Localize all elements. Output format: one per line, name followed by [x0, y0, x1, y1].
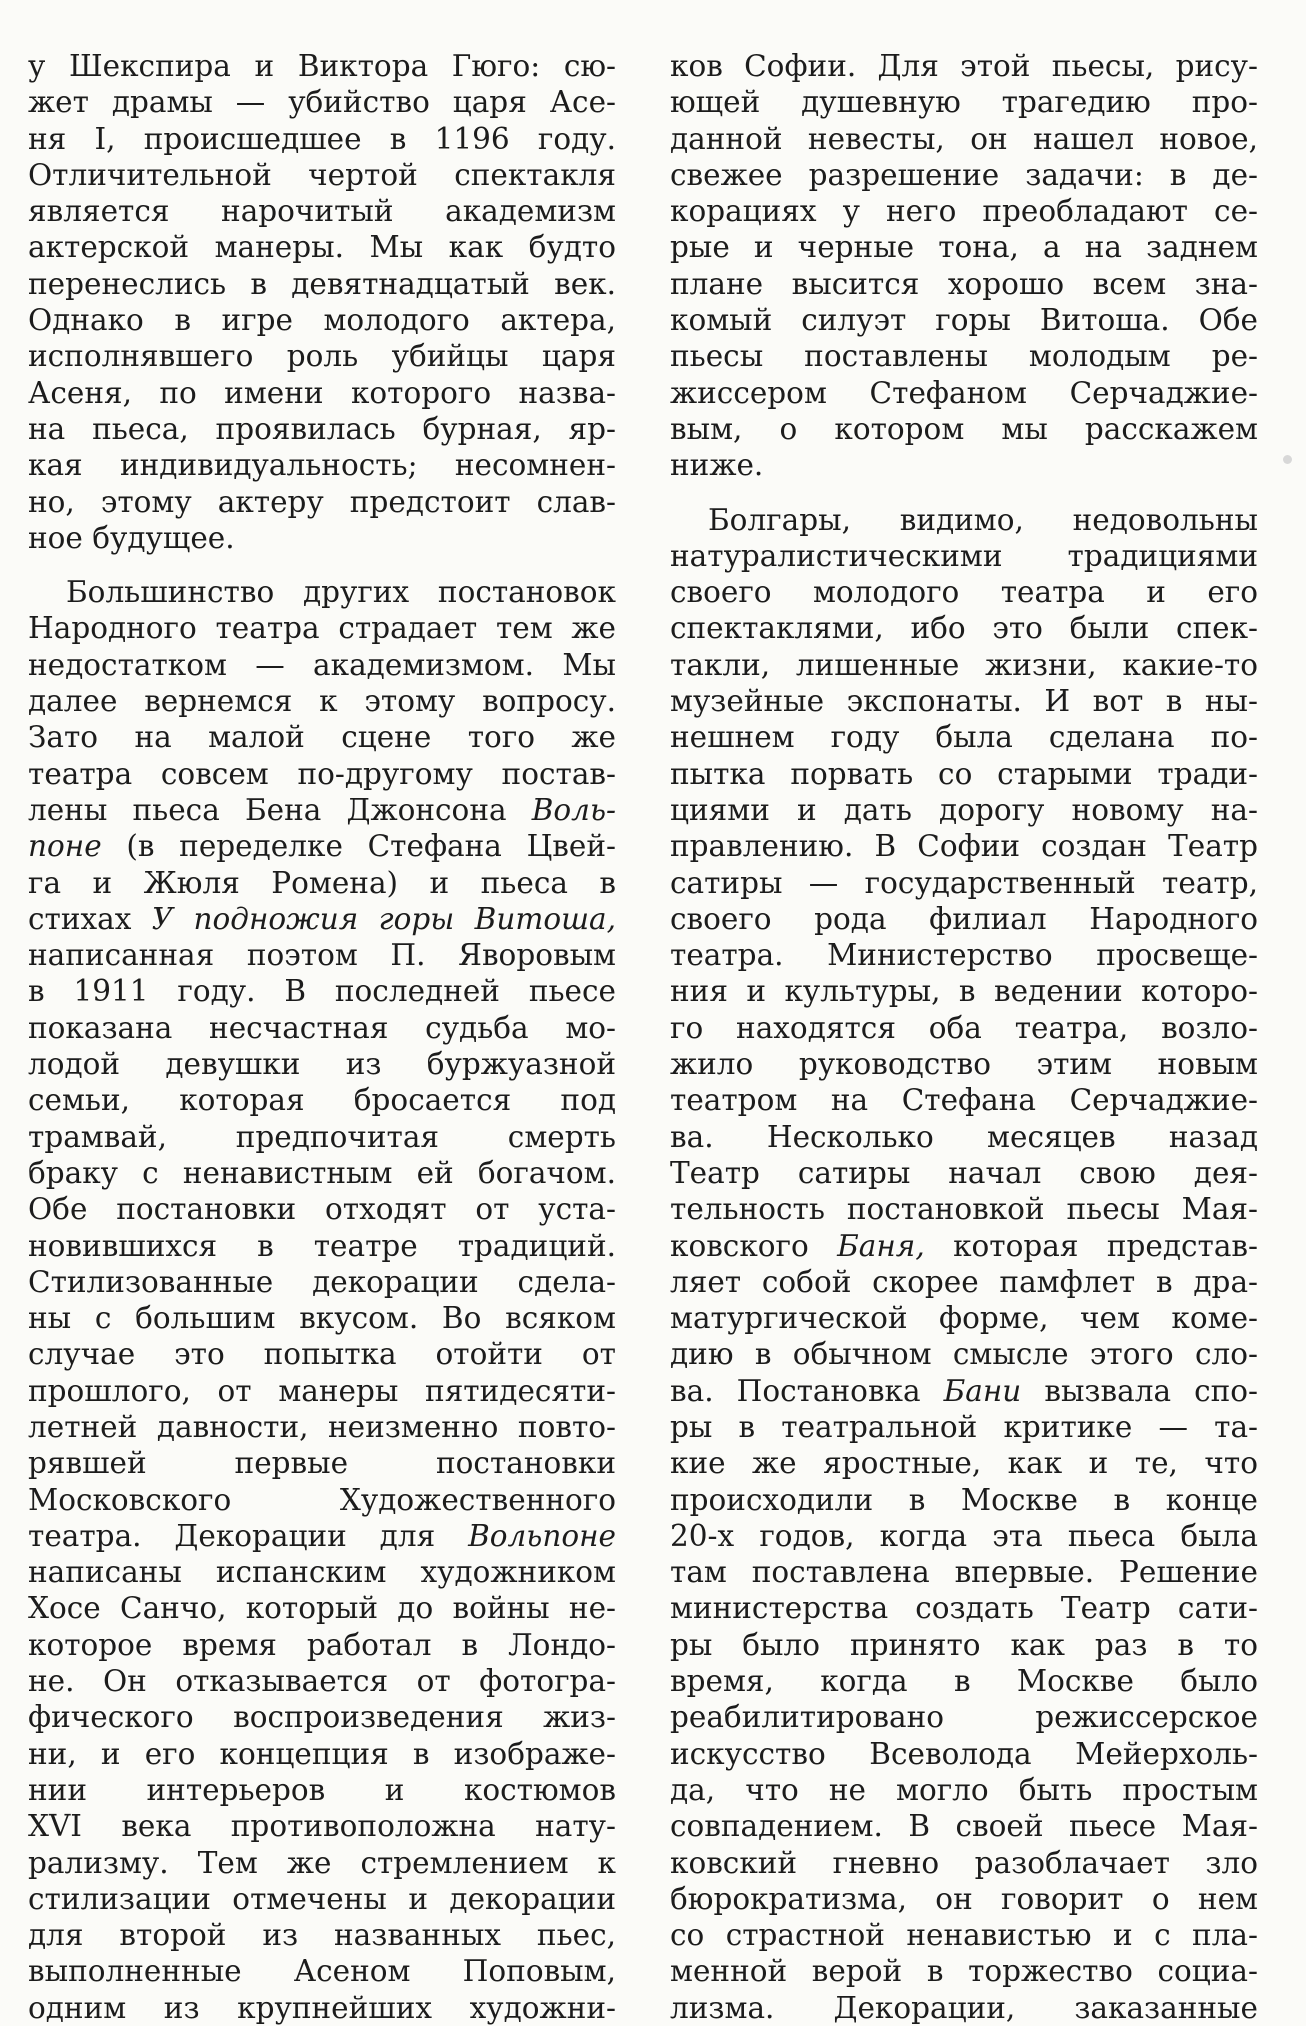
text-line: дию в обычном смысле этого сло-	[670, 1337, 1258, 1372]
text-line: матургической форме, чем коме-	[670, 1301, 1258, 1336]
print-speck	[1283, 455, 1292, 464]
text-line: поне (в переделке Стефана Цвей-	[28, 829, 616, 864]
text-line: стихах У подножия горы Витоша,	[28, 901, 616, 936]
text-line: со страстной ненавистью и с пла-	[670, 1918, 1258, 1953]
text-line: является нарочитый академизм	[28, 194, 616, 229]
play-title-vitosha: У подножия горы Витоша,	[151, 901, 616, 936]
text-line: ков Софии. Для этой пьесы, рису-	[670, 49, 1258, 83]
text-line: лодой девушки из буржуазной	[28, 1047, 616, 1082]
text-line: летней давности, неизменно повто-	[28, 1409, 616, 1444]
text-line: пьесы поставлены молодым ре-	[670, 339, 1258, 374]
paragraph-sofia-decor	[670, 48, 1258, 484]
text-line: лены пьеса Бена Джонсона Воль-	[28, 792, 616, 827]
text-line: данной невесты, он нашел новое,	[670, 121, 1258, 156]
text-line: написаны испанским художником	[28, 1555, 616, 1590]
play-title-volpone: поне	[28, 829, 102, 864]
text-line: натуралистическими традициями	[670, 538, 1258, 573]
text-line: стилизации отмечены и декорации	[28, 1881, 616, 1916]
text-line: ры было принято как раз в то	[670, 1627, 1258, 1662]
text-line: семьи, которая бросается под	[28, 1083, 616, 1118]
text-line: для второй из названных пьес,	[28, 1918, 616, 1953]
text-line: недостатком — академизмом. Мы	[28, 647, 616, 682]
text-line: XVI века противоположна нату-	[28, 1809, 616, 1844]
text-line: одним из крупнейших художни-	[28, 1990, 616, 2025]
text-line: лизма. Декорации, заказанные	[670, 1990, 1258, 2025]
text-line: ня I, происшедшее в 1196 году.	[28, 121, 616, 156]
text-line: менной верой в торжество социа-	[670, 1954, 1258, 1989]
text-line: нешнем году была сделана по-	[670, 720, 1258, 755]
text-line: свежее разрешение задачи: в де-	[670, 157, 1258, 192]
text-line: не. Он отказывается от фотогра-	[28, 1664, 616, 1699]
text-line: перенеслись в девятнадцатый век.	[28, 266, 616, 301]
text-line: ни, и его концепция в изображе-	[28, 1736, 616, 1771]
text-line: Болгары, видимо, недовольны	[708, 502, 1258, 537]
text-line: происходили в Москве в конце	[670, 1482, 1258, 1517]
text-line: выполненные Асеном Поповым,	[28, 1954, 616, 1989]
text-line: рявшей первые постановки	[28, 1446, 616, 1481]
text-line: искусство Всеволода Мейерхоль-	[670, 1736, 1258, 1771]
text-line: Большинство других постановок	[66, 575, 616, 610]
text-line: жет драмы — убийство царя Асе-	[28, 85, 616, 120]
text-line: совпадением. В своей пьесе Мая-	[670, 1809, 1258, 1844]
text-line: рые и черные тона, а на заднем	[670, 230, 1258, 265]
text-line: на пьеса, проявилась бурная, яр-	[28, 411, 616, 446]
text-line: случае это попытка отойти от	[28, 1337, 616, 1372]
text-line: своего рода филиал Народного	[670, 901, 1258, 936]
text-line: прошлого, от манеры пятидесяти-	[28, 1373, 616, 1408]
play-title-volpone: Воль-	[531, 792, 616, 827]
text-line: кие же яростные, как и те, что	[670, 1446, 1258, 1481]
text-line: ва. Несколько месяцев назад	[670, 1119, 1258, 1154]
text-line: но, этому актеру предстоит слав-	[28, 484, 616, 519]
right-column	[670, 48, 1258, 2026]
text-line: жиссером Стефаном Серчаджие-	[670, 375, 1258, 410]
text-line: актерской манеры. Мы как будто	[28, 230, 616, 265]
text-line: Театр сатиры начал свою дея-	[670, 1155, 1258, 1190]
text-line: Отличительной чертой спектакля	[28, 157, 616, 192]
paragraph-national-theatre	[28, 574, 616, 2026]
text-line: 20-х годов, когда эта пьеса была	[670, 1518, 1258, 1553]
text-line: плане высится хорошо всем зна-	[670, 266, 1258, 301]
text-line: ры в театральной критике — та-	[670, 1409, 1258, 1444]
text-line: Зато на малой сцене того же	[28, 720, 616, 755]
text-line: Обе постановки отходят от уста-	[28, 1192, 616, 1227]
text-line: спектаклями, ибо это были спек-	[670, 611, 1258, 646]
text-line: Хосе Санчо, который до войны не-	[28, 1591, 616, 1626]
text-line: да, что не могло быть простым	[670, 1772, 1258, 1807]
text-line: своего молодого театра и его	[670, 575, 1258, 610]
text-line: такли, лишенные жизни, какие-то	[670, 647, 1258, 682]
text-line: ниже.	[670, 448, 764, 483]
left-column	[28, 48, 616, 2026]
text-line: исполнявшего роль убийцы царя	[28, 339, 616, 374]
text-line: театром на Стефана Серчаджие-	[670, 1083, 1258, 1118]
text-line: сатиры — государственный театр,	[670, 865, 1258, 900]
play-title-banya: Баня,	[837, 1228, 925, 1263]
text-line: театра. Министерство просвеще-	[670, 938, 1258, 973]
text-line: Стилизованные декорации сдела-	[28, 1264, 616, 1299]
text-line: ляет собой скорее памфлет в дра-	[670, 1264, 1258, 1299]
text-line: рализму. Тем же стремлением к	[28, 1845, 616, 1880]
text-line: браку с ненавистным ей богачом.	[28, 1155, 616, 1190]
text-line: Народного театра страдает тем же	[28, 611, 616, 646]
text-line: театра. Декорации для Вольпоне	[28, 1518, 616, 1553]
text-line: показана несчастная судьба мо-	[28, 1010, 616, 1045]
text-line: кая индивидуальность; несомнен-	[28, 448, 616, 483]
text-line: циями и дать дорогу новому на-	[670, 792, 1258, 827]
text-line: трамвай, предпочитая смерть	[28, 1119, 616, 1154]
text-line: ния и культуры, в ведении которо-	[670, 974, 1258, 1009]
text-line: вым, о котором мы расскажем	[670, 411, 1258, 446]
paragraph-satire-theatre	[670, 502, 1258, 2026]
text-line: ва. Постановка Бани вызвала спо-	[670, 1373, 1258, 1408]
text-line: нии интерьеров и костюмов	[28, 1772, 616, 1807]
text-line: там поставлена впервые. Решение	[670, 1555, 1258, 1590]
text-line: ны с большим вкусом. Во всяком	[28, 1301, 616, 1336]
text-line: комый силуэт горы Витоша. Обе	[670, 303, 1258, 338]
text-line: реабилитировано режиссерское	[670, 1700, 1258, 1735]
text-line: написанная поэтом П. Яворовым	[28, 938, 616, 973]
play-title-volpone: Вольпоне	[468, 1518, 616, 1553]
text-line: время, когда в Москве было	[670, 1664, 1258, 1699]
text-line: Московского Художественного	[28, 1482, 616, 1517]
text-line: ющей душевную трагедию про-	[670, 85, 1258, 120]
text-line: ковский гневно разоблачает зло	[670, 1845, 1258, 1880]
text-line: правлению. В Софии создан Театр	[670, 829, 1258, 864]
text-line: тельность постановкой пьесы Мая-	[670, 1192, 1258, 1227]
text-line: у Шекспира и Виктора Гюго: сю-	[28, 49, 616, 83]
text-line: новившихся в театре традиций.	[28, 1228, 616, 1263]
text-line: Однако в игре молодого актера,	[28, 303, 616, 338]
text-line: бюрократизма, он говорит о нем	[670, 1881, 1258, 1916]
text-line: жило руководство этим новым	[670, 1047, 1258, 1082]
text-line: министерства создать Театр сати-	[670, 1591, 1258, 1626]
text-line: корациях у него преобладают се-	[670, 194, 1258, 229]
text-line: театра совсем по-другому постав-	[28, 756, 616, 791]
text-line: в 1911 году. В последней пьесе	[28, 974, 616, 1009]
text-line: далее вернемся к этому вопросу.	[28, 684, 616, 719]
text-line: фического воспроизведения жиз-	[28, 1700, 616, 1735]
text-line: пытка порвать со старыми тради-	[670, 756, 1258, 791]
text-line: которое время работал в Лондо-	[28, 1627, 616, 1662]
text-line: га и Жюля Ромена) и пьеса в	[28, 865, 616, 900]
text-line: ковского Баня, которая представ-	[670, 1228, 1258, 1263]
play-title-banya: Бани	[943, 1373, 1022, 1408]
text-line: Асеня, по имени которого назва-	[28, 375, 616, 410]
paragraph-asen-drama	[28, 48, 616, 556]
text-line: ное будущее.	[28, 520, 235, 555]
text-line: музейные экспонаты. И вот в ны-	[670, 684, 1258, 719]
text-line: го находятся оба театра, возло-	[670, 1010, 1258, 1045]
